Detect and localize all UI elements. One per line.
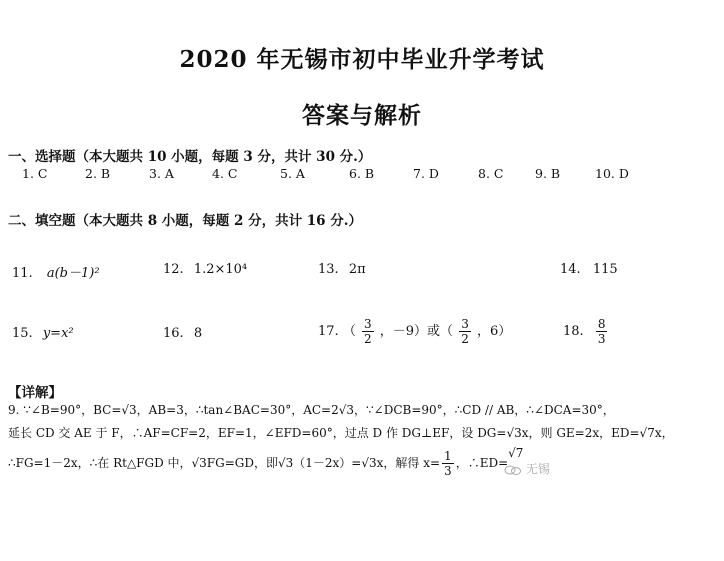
q17-frac1-num: 3 <box>363 317 372 331</box>
q18-den: 3 <box>597 332 606 346</box>
section1-heading: 一、选择题（本大题共 10 小题，每题 3 分，共计 30 分.） <box>8 149 372 165</box>
q17-fraction-1 <box>362 318 374 345</box>
watermark-text: 无锡 <box>525 462 550 476</box>
q17-frac1-den: 2 <box>363 332 372 346</box>
explain-line-1: 9. ∵∠B=90°，BC=√3，AB=3，∴tan∠BAC=30°，AC=2√3，∵∠DCB=90°，∴CD // AB，∴∠DCA=30°， <box>8 403 615 417</box>
q17-number: 17. <box>318 324 339 339</box>
q18-answer <box>563 318 609 345</box>
q11-answer <box>12 262 100 281</box>
choice-answer: 10. D <box>595 166 629 181</box>
choice-answer: 3. A <box>149 166 174 181</box>
q17-frac2-den: 2 <box>461 332 469 346</box>
choice-answer: 4. C <box>212 166 238 181</box>
q13-answer <box>318 262 366 277</box>
q16-number: 16. <box>163 326 184 341</box>
q11-value: a(b－1)² <box>46 266 100 281</box>
watermark <box>504 460 550 477</box>
q14-value: 115 <box>592 262 618 277</box>
choice-answer: 9. B <box>535 166 561 181</box>
q16-answer <box>163 326 202 341</box>
document-title: 2020 年无锡市初中毕业升学考试 <box>179 46 545 73</box>
explain-line3-sqrt7: √7 <box>508 446 524 460</box>
q17-mid: ，－9）或（ <box>379 324 454 339</box>
choice-answer: 7. D <box>413 166 439 181</box>
choice-answer: 1. C <box>22 166 48 181</box>
q18-fraction <box>596 318 608 345</box>
q17-end: ，6） <box>476 324 512 339</box>
choice-answer: 6. B <box>349 166 375 181</box>
q15-answer <box>12 326 74 341</box>
choice-answer: 2. B <box>85 166 111 181</box>
explain-heading: 【详解】 <box>8 385 62 401</box>
q15-number: 15. <box>12 326 33 341</box>
q11-number: 11. <box>12 266 33 281</box>
explain-line-2: 延长 CD 交 AE 于 F，∴AF=CF=2，EF=1，∠EFD=60°，过点 D 作 DG⊥EF，设 DG=√3x，则 GE=2x，ED=√7x， <box>8 426 674 440</box>
section2-heading: 二、填空题（本大题共 8 小题，每题 2 分，共计 16 分.） <box>8 213 362 229</box>
q17-answer <box>318 318 511 345</box>
q14-number: 14. <box>560 262 581 277</box>
q18-num: 8 <box>597 317 606 331</box>
explain-x-fraction <box>442 450 454 477</box>
q17-fraction-2 <box>459 318 471 345</box>
q15-value: y=x² <box>42 326 74 341</box>
q17-open: （ <box>342 324 356 339</box>
choice-answer: 5. A <box>280 166 305 181</box>
explain-line-3 <box>8 446 524 478</box>
document-subtitle: 答案与解析 <box>302 102 422 129</box>
q16-value: 8 <box>193 326 203 341</box>
q12-value: 1.2×10⁴ <box>193 262 248 277</box>
wechat-icon <box>504 464 522 476</box>
explain-line3-text: ∴FG=1－2x，∴在 Rt△FGD 中，√3FG=GD，即√3（1－2x）=√3x，解得 x= <box>8 456 441 470</box>
q18-number: 18. <box>563 324 584 339</box>
explain-line3-ed: ，∴ED= <box>455 456 509 470</box>
q13-value: 2π <box>348 262 366 277</box>
q13-number: 13. <box>318 262 339 277</box>
q12-answer <box>163 262 247 277</box>
q17-frac2-num: 3 <box>461 317 469 331</box>
q14-answer <box>560 262 618 277</box>
explain-x-num: 1 <box>444 449 452 463</box>
q12-number: 12. <box>163 262 184 277</box>
choice-answer: 8. C <box>478 166 504 181</box>
explain-x-den: 3 <box>444 464 452 478</box>
